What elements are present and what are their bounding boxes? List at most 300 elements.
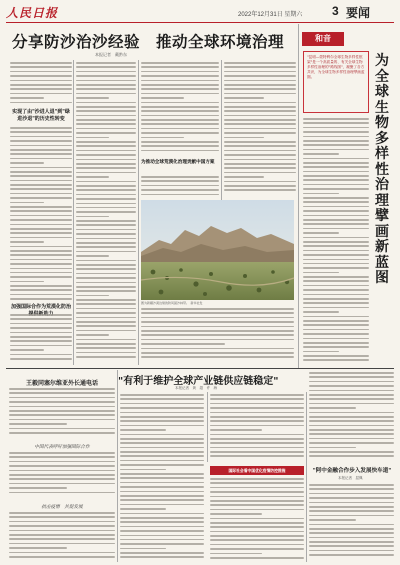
body-text-line bbox=[120, 425, 204, 427]
body-text-line bbox=[141, 84, 219, 86]
body-text-line bbox=[224, 132, 296, 134]
body-text-line bbox=[10, 62, 72, 64]
body-text-line bbox=[224, 110, 296, 112]
body-text-line bbox=[303, 219, 369, 221]
body-text-line bbox=[76, 181, 136, 183]
body-text-line bbox=[141, 137, 184, 139]
body-text-line bbox=[224, 176, 264, 178]
column-divider bbox=[138, 60, 139, 365]
body-text-line bbox=[141, 123, 219, 125]
body-text-line bbox=[76, 317, 136, 319]
body-text-line bbox=[76, 75, 136, 77]
body-text-line bbox=[9, 452, 115, 454]
body-text-line bbox=[76, 290, 136, 292]
right-byline: 本报记者 屈佩 bbox=[338, 476, 363, 480]
body-text-line bbox=[76, 246, 136, 248]
body-text-line bbox=[10, 180, 72, 182]
body-text-line bbox=[303, 136, 369, 138]
body-text-line bbox=[76, 220, 136, 222]
body-text-line bbox=[210, 403, 304, 405]
body-text-line bbox=[76, 299, 136, 301]
body-text-line bbox=[10, 97, 44, 99]
body-text-line bbox=[210, 544, 304, 546]
body-text-line bbox=[120, 398, 204, 400]
body-text-line bbox=[303, 171, 369, 173]
subhead-1-block bbox=[10, 109, 72, 125]
body-text-line bbox=[10, 149, 72, 151]
body-text-line bbox=[76, 106, 136, 108]
body-text-line bbox=[303, 241, 369, 243]
body-text-line bbox=[141, 185, 219, 187]
body-text-line bbox=[10, 358, 72, 360]
body-text-line bbox=[10, 345, 72, 347]
body-text-line bbox=[303, 289, 369, 291]
bottom-column-3 bbox=[309, 372, 394, 462]
body-text-line bbox=[210, 526, 304, 528]
subhead-1: 实现了由"沙进人退"到"绿进沙退"的历史性转变 bbox=[12, 109, 70, 122]
left-small-headline-1: 中国代表呼吁加强国际合作 bbox=[34, 445, 90, 450]
body-text-line bbox=[76, 189, 136, 191]
body-text-line bbox=[309, 381, 394, 383]
body-text-line bbox=[120, 455, 204, 457]
body-text-line bbox=[210, 513, 262, 515]
body-text-line bbox=[224, 181, 296, 183]
photo-illustration bbox=[141, 200, 294, 300]
body-text-line bbox=[224, 115, 296, 117]
body-text-line bbox=[76, 128, 136, 130]
body-text-line bbox=[303, 302, 369, 304]
body-text-line bbox=[210, 478, 304, 480]
body-text-line bbox=[309, 541, 394, 543]
article-column-4 bbox=[224, 62, 296, 198]
body-text-line bbox=[10, 193, 72, 195]
body-text-line bbox=[9, 543, 115, 545]
body-text-line bbox=[224, 71, 296, 73]
body-text-line bbox=[141, 308, 294, 310]
body-text-line bbox=[303, 237, 369, 239]
body-text-line bbox=[76, 167, 136, 169]
body-text-line bbox=[141, 115, 219, 117]
body-text-line bbox=[303, 267, 369, 269]
body-text-line bbox=[224, 128, 296, 130]
body-text-line bbox=[303, 298, 369, 300]
body-text-line bbox=[224, 80, 296, 82]
body-text-line bbox=[9, 414, 115, 416]
body-text-line bbox=[224, 163, 296, 165]
body-text-line bbox=[210, 557, 304, 559]
body-text-line bbox=[210, 482, 304, 484]
body-text-line bbox=[76, 84, 136, 86]
body-text-line bbox=[10, 241, 44, 243]
body-text-line bbox=[76, 321, 136, 323]
body-text-line bbox=[141, 132, 219, 134]
body-text-line bbox=[10, 298, 72, 300]
body-text-line bbox=[141, 312, 294, 314]
body-text-line bbox=[210, 394, 304, 396]
body-text-line bbox=[10, 66, 72, 68]
body-text-line bbox=[10, 80, 72, 82]
body-text-line bbox=[210, 425, 304, 427]
body-text-line bbox=[303, 206, 369, 208]
body-text-line bbox=[120, 434, 204, 436]
body-text-line bbox=[9, 516, 115, 518]
body-text-line bbox=[120, 556, 204, 558]
body-text-line bbox=[76, 325, 136, 327]
body-text-line bbox=[303, 276, 369, 278]
body-text-line bbox=[9, 410, 115, 412]
body-text-line bbox=[303, 245, 369, 247]
body-text-line bbox=[141, 326, 294, 328]
page-section-name: 要闻 bbox=[346, 6, 371, 20]
body-text-line bbox=[120, 416, 204, 418]
body-text-line bbox=[303, 346, 369, 348]
body-text-line bbox=[120, 499, 204, 501]
body-text-line bbox=[9, 456, 115, 458]
body-text-line bbox=[76, 115, 136, 117]
body-text-line bbox=[10, 102, 72, 104]
left-headline: 王毅同塞尔维亚外长通电话 bbox=[25, 380, 98, 387]
column-divider bbox=[306, 392, 307, 562]
body-text-line bbox=[120, 429, 166, 431]
body-text-line bbox=[76, 224, 136, 226]
body-text-line bbox=[224, 119, 296, 121]
body-text-line bbox=[309, 554, 394, 556]
body-text-line bbox=[303, 307, 369, 309]
body-text-line bbox=[303, 232, 339, 234]
body-text-line bbox=[309, 425, 394, 427]
body-text-line bbox=[10, 336, 72, 338]
article-column-lower bbox=[141, 308, 294, 364]
body-text-line bbox=[224, 62, 296, 64]
body-text-line bbox=[10, 219, 72, 221]
body-text-line bbox=[303, 263, 369, 265]
body-text-line bbox=[224, 102, 296, 104]
body-text-line bbox=[120, 442, 204, 444]
body-text-line bbox=[9, 478, 115, 480]
body-text-line bbox=[210, 438, 304, 440]
subhead-2: 为推动全球荒漠化治理贡献中国方案 bbox=[141, 160, 215, 165]
body-text-line bbox=[9, 392, 115, 394]
body-text-line bbox=[120, 438, 204, 440]
body-text-line bbox=[141, 93, 219, 95]
column-divider bbox=[73, 60, 74, 365]
body-text-line bbox=[120, 517, 204, 519]
body-text-line bbox=[303, 140, 369, 142]
bottom-headline: "有利于维护全球产业链供应链稳定" bbox=[118, 376, 279, 387]
body-text-line bbox=[120, 420, 204, 422]
body-text-line bbox=[120, 491, 204, 493]
body-text-line bbox=[10, 323, 72, 325]
body-text-line bbox=[10, 318, 72, 320]
body-text-line bbox=[309, 537, 394, 539]
body-text-line bbox=[303, 197, 369, 199]
body-text-line bbox=[309, 416, 394, 418]
body-text-line bbox=[210, 412, 304, 414]
body-text-line bbox=[76, 97, 109, 99]
body-text-line bbox=[10, 84, 72, 86]
body-text-line bbox=[120, 394, 204, 396]
photo-caption: 图为新疆沙漠边缘的防风固沙林带。 新华社发 bbox=[141, 301, 203, 305]
body-text-line bbox=[309, 493, 394, 495]
body-text-line bbox=[210, 398, 304, 400]
body-text-line bbox=[9, 530, 115, 532]
body-text-line bbox=[210, 504, 304, 506]
body-text-line bbox=[76, 264, 136, 266]
body-text-line bbox=[76, 282, 136, 284]
body-text-line bbox=[9, 538, 115, 540]
body-text-line bbox=[210, 434, 304, 436]
body-text-line bbox=[309, 438, 394, 440]
body-text-line bbox=[10, 349, 44, 351]
body-text-line bbox=[309, 394, 394, 396]
body-text-line bbox=[141, 141, 219, 143]
left-column-2 bbox=[9, 452, 115, 500]
body-text-line bbox=[120, 469, 166, 471]
body-text-line bbox=[120, 412, 204, 414]
body-text-line bbox=[9, 512, 115, 514]
body-text-line bbox=[9, 428, 115, 430]
body-text-line bbox=[141, 110, 219, 112]
bottom-column-3b bbox=[309, 484, 394, 562]
body-text-line bbox=[303, 127, 369, 129]
body-text-line bbox=[141, 88, 219, 90]
body-text-line bbox=[76, 88, 136, 90]
body-text-line bbox=[120, 508, 166, 510]
body-text-line bbox=[309, 433, 394, 435]
body-text-line bbox=[10, 127, 72, 129]
right-headline: "阿中金融合作步入发展快车道" bbox=[312, 468, 392, 474]
body-text-line bbox=[224, 154, 296, 156]
body-text-line bbox=[10, 215, 72, 217]
body-text-line bbox=[10, 254, 72, 256]
left-small-headline-2: 抗击疫情 共促发展 bbox=[41, 505, 83, 510]
body-text-line bbox=[10, 188, 72, 190]
body-text-line bbox=[141, 97, 184, 99]
body-text-line bbox=[10, 210, 72, 212]
body-text-line bbox=[120, 535, 204, 537]
body-text-line bbox=[309, 519, 356, 521]
article-column-3 bbox=[141, 62, 219, 158]
body-text-line bbox=[76, 185, 136, 187]
body-text-line bbox=[224, 93, 296, 95]
body-text-line bbox=[224, 123, 296, 125]
section-divider bbox=[6, 368, 394, 369]
bottom-byline: 本报记者 黄 超 许 海 bbox=[175, 386, 217, 390]
body-text-line bbox=[9, 547, 67, 549]
body-text-line bbox=[76, 145, 136, 147]
body-text-line bbox=[224, 106, 296, 108]
body-text-line bbox=[76, 194, 136, 196]
body-text-line bbox=[309, 528, 394, 530]
body-text-line bbox=[309, 407, 356, 409]
body-text-line bbox=[303, 311, 339, 313]
body-text-line bbox=[10, 88, 72, 90]
body-text-line bbox=[10, 332, 72, 334]
body-text-line bbox=[9, 419, 115, 421]
body-text-line bbox=[303, 272, 339, 274]
body-text-line bbox=[141, 334, 294, 336]
body-text-line bbox=[76, 123, 136, 125]
body-text-line bbox=[9, 388, 115, 390]
body-text-line bbox=[10, 232, 72, 234]
body-text-line bbox=[76, 203, 136, 205]
left-column-1 bbox=[9, 388, 115, 440]
body-text-line bbox=[224, 185, 296, 187]
body-text-line bbox=[141, 75, 219, 77]
body-text-line bbox=[10, 145, 72, 147]
body-text-line bbox=[303, 210, 369, 212]
body-text-line bbox=[9, 474, 115, 476]
body-text-line bbox=[10, 276, 72, 278]
body-text-line bbox=[224, 145, 296, 147]
body-text-line bbox=[303, 355, 369, 357]
body-text-line bbox=[10, 246, 72, 248]
bottom-column-2 bbox=[210, 394, 304, 462]
body-text-line bbox=[10, 175, 72, 177]
body-text-line bbox=[10, 250, 72, 252]
body-text-line bbox=[303, 351, 339, 353]
body-text-line bbox=[120, 451, 204, 453]
body-text-line bbox=[120, 447, 204, 449]
body-text-line bbox=[76, 172, 136, 174]
body-text-line bbox=[76, 334, 109, 336]
body-text-line bbox=[303, 329, 369, 331]
body-text-line bbox=[303, 188, 369, 190]
body-text-line bbox=[141, 106, 219, 108]
body-text-line bbox=[9, 556, 115, 558]
lead-byline: 本报记者 戴黔东 bbox=[95, 52, 127, 57]
body-text-line bbox=[76, 119, 136, 121]
body-text-line bbox=[120, 552, 204, 554]
body-text-line bbox=[76, 255, 109, 257]
page-number: 3 bbox=[332, 4, 339, 18]
body-text-line bbox=[9, 465, 115, 467]
body-text-line bbox=[303, 359, 369, 361]
body-text-line bbox=[141, 194, 219, 196]
body-text-line bbox=[309, 447, 356, 449]
body-text-line bbox=[210, 509, 304, 511]
body-text-line bbox=[309, 442, 394, 444]
body-text-line bbox=[224, 167, 296, 169]
body-text-line bbox=[10, 327, 72, 329]
body-text-line bbox=[120, 486, 204, 488]
body-text-line bbox=[309, 524, 394, 526]
body-text-line bbox=[76, 308, 136, 310]
body-text-line bbox=[309, 532, 394, 534]
body-text-line bbox=[303, 215, 369, 217]
body-text-line bbox=[120, 495, 204, 497]
body-text-line bbox=[303, 324, 369, 326]
body-text-line bbox=[76, 198, 136, 200]
body-text-line bbox=[141, 80, 219, 82]
body-text-line bbox=[9, 470, 115, 472]
article-column-1a bbox=[10, 62, 72, 108]
body-text-line bbox=[303, 175, 369, 177]
body-text-line bbox=[210, 539, 304, 541]
body-text-line bbox=[303, 316, 369, 318]
body-text-line bbox=[309, 484, 394, 486]
body-text-line bbox=[76, 242, 136, 244]
body-text-line bbox=[10, 197, 72, 199]
body-text-line bbox=[120, 464, 204, 466]
body-text-line bbox=[210, 500, 304, 502]
body-text-line bbox=[76, 71, 136, 73]
body-text-line bbox=[224, 88, 296, 90]
desert-landscape-photo bbox=[141, 200, 294, 300]
column-divider bbox=[221, 60, 222, 200]
body-text-line bbox=[76, 229, 136, 231]
body-text-line bbox=[303, 333, 369, 335]
body-text-line bbox=[10, 281, 44, 283]
body-text-line bbox=[10, 340, 72, 342]
body-text-line bbox=[76, 80, 136, 82]
body-text-line bbox=[303, 131, 369, 133]
body-text-line bbox=[303, 294, 369, 296]
body-text-line bbox=[10, 75, 72, 77]
body-text-line bbox=[141, 330, 294, 332]
body-text-line bbox=[210, 455, 304, 457]
bottom-column-1 bbox=[120, 394, 204, 562]
body-text-line bbox=[76, 66, 136, 68]
body-text-line bbox=[303, 250, 369, 252]
body-text-line bbox=[303, 193, 339, 195]
body-text-line bbox=[76, 260, 136, 262]
body-text-line bbox=[303, 122, 369, 124]
body-text-line bbox=[9, 461, 115, 463]
body-text-line bbox=[76, 286, 136, 288]
body-text-line bbox=[303, 320, 369, 322]
body-text-line bbox=[210, 416, 304, 418]
body-text-line bbox=[309, 403, 394, 405]
body-text-line bbox=[76, 132, 136, 134]
body-text-line bbox=[76, 93, 136, 95]
body-text-line bbox=[303, 162, 369, 164]
body-text-line bbox=[9, 432, 115, 434]
body-text-line bbox=[76, 295, 109, 297]
body-text-line bbox=[120, 504, 204, 506]
body-text-line bbox=[210, 518, 304, 520]
body-text-line bbox=[76, 273, 136, 275]
body-text-line bbox=[224, 141, 296, 143]
body-text-line bbox=[141, 119, 219, 121]
body-text-line bbox=[141, 343, 225, 345]
body-text-line bbox=[76, 352, 136, 354]
body-text-line bbox=[309, 550, 394, 552]
body-text-line bbox=[76, 339, 136, 341]
body-text-line bbox=[10, 314, 72, 316]
body-text-line bbox=[309, 429, 394, 431]
body-text-line bbox=[224, 75, 296, 77]
body-text-line bbox=[9, 487, 67, 489]
body-text-line bbox=[303, 228, 369, 230]
column-divider bbox=[117, 370, 118, 562]
body-text-line bbox=[141, 176, 219, 178]
body-text-line bbox=[309, 420, 394, 422]
body-text-line bbox=[120, 543, 204, 545]
body-text-line bbox=[224, 84, 296, 86]
body-text-line bbox=[76, 159, 136, 161]
body-text-line bbox=[309, 390, 394, 392]
body-text-line bbox=[76, 102, 136, 104]
body-text-line bbox=[309, 451, 394, 453]
body-text-line bbox=[210, 429, 262, 431]
body-text-line bbox=[303, 223, 369, 225]
body-text-line bbox=[9, 492, 115, 494]
body-text-line bbox=[141, 317, 294, 319]
body-text-line bbox=[210, 491, 304, 493]
body-text-line bbox=[120, 513, 204, 515]
body-text-line bbox=[210, 420, 304, 422]
